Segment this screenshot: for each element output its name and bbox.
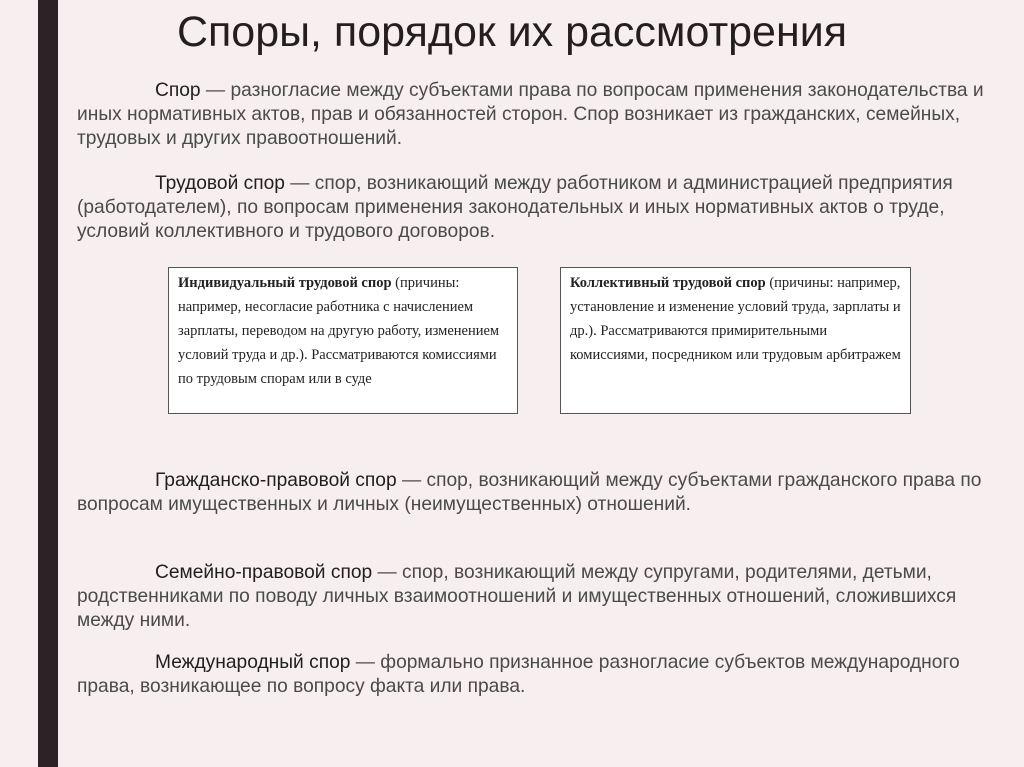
term-spor: Спор (155, 80, 201, 101)
individual-labor-dispute-box (168, 267, 518, 414)
page-title: Споры, порядок их рассмотрения (176, 8, 848, 56)
definition-spor: — разногласие между субъектами права по вопросам применения законодательства и иных нормативных актов, прав и обязанностей сторон. Спор возникает из гражданских, семейных, трудовых и других правоотношений. (77, 80, 984, 149)
paragraph-international-dispute (77, 651, 997, 699)
term-family-dispute: Семейно-правовой спор (155, 562, 373, 583)
box-heading: Индивидуальный трудовой спор (178, 275, 392, 291)
box-text: (причины: например, установление и изменение условий труда, зарплаты и др.). Рассматриваются примирительными комиссиями, посредником или трудовым арбитражем (570, 275, 901, 363)
definition-international-dispute: — формально признанное разногласие субъектов международного права, возникающее по вопросу факта или права. (77, 652, 960, 697)
definition-family-dispute: — спор, возникающий между супругами, родителями, детьми, родственниками по поводу личных взаимоотношений и имущественных отношений, сложившихся между ними. (77, 562, 957, 631)
term-civil-dispute: Гражданско-правовой спор (155, 470, 397, 491)
left-accent-bar (38, 0, 58, 767)
collective-labor-dispute-box (560, 267, 911, 414)
term-labor-dispute: Трудовой спор (155, 173, 285, 194)
definition-civil-dispute: — спор, возникающий между субъектами гражданского права по вопросам имущественных и личных (неимущественных) отношений. (77, 470, 982, 515)
box-text: (причины: например, несогласие работника с начислением зарплаты, переводом на другую работу, изменением условий труда и др.). Рассматриваются комиссиями по трудовым спорам или в суде (178, 275, 500, 387)
paragraph-civil-dispute (77, 469, 997, 517)
box-heading: Коллективный трудовой спор (570, 275, 766, 291)
paragraph-labor-dispute (77, 172, 997, 244)
term-international-dispute: Международный спор (155, 652, 351, 673)
definition-labor-dispute: — спор, возникающий между работником и администрацией предприятия (работодателем), по вопросам применения законодательных и иных нормативных актов о труде, условий коллективного и трудового договоров. (77, 173, 953, 242)
paragraph-spor (77, 79, 997, 151)
paragraph-family-dispute (77, 561, 997, 633)
